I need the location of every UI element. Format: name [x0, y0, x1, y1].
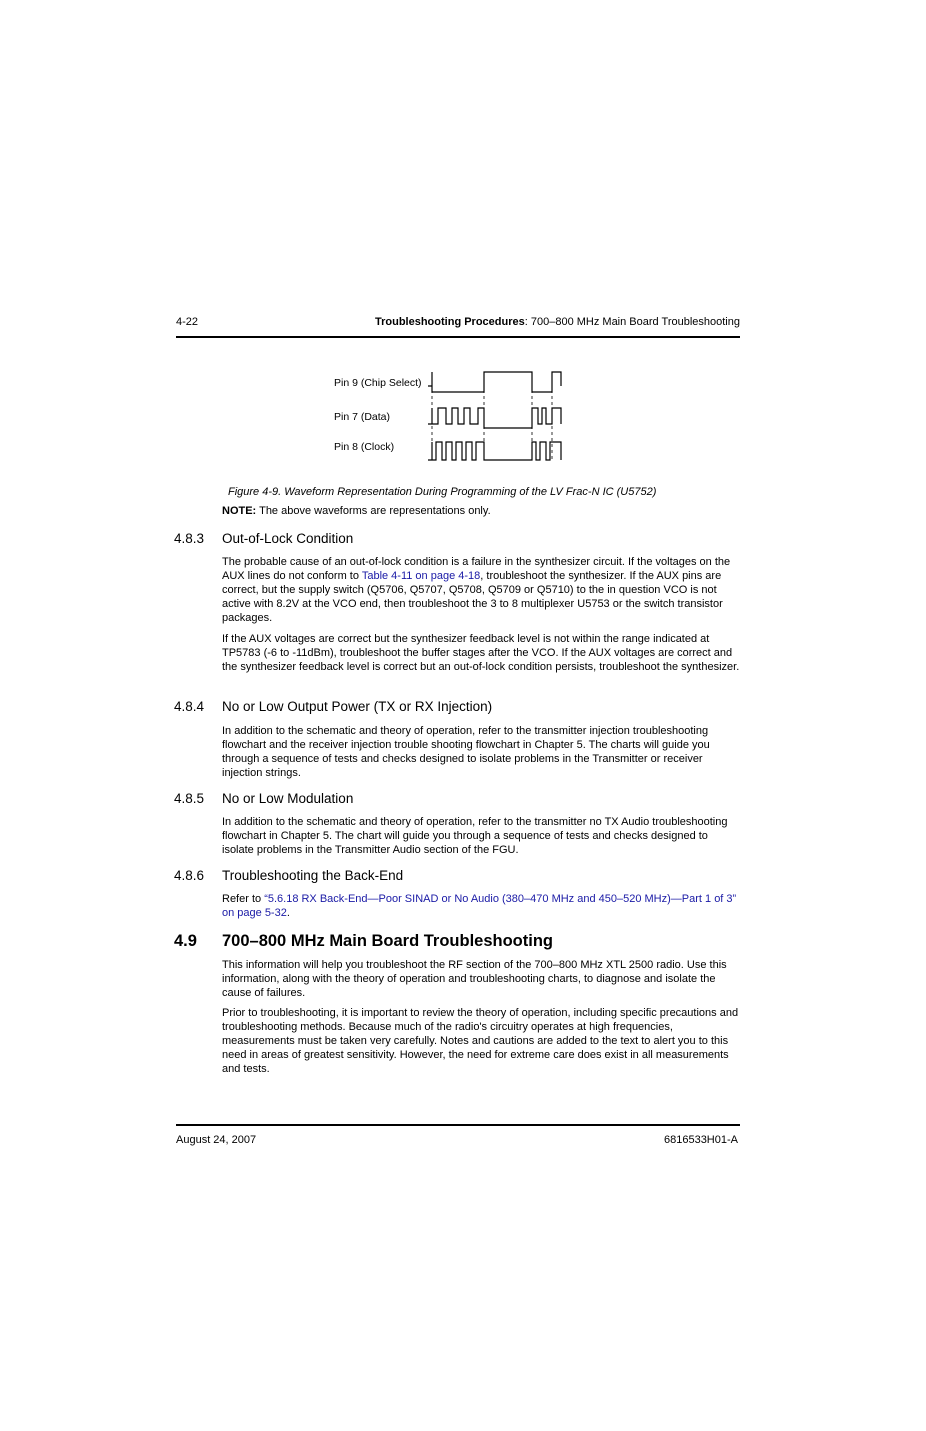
- chip-select-label: Pin 9 (Chip Select): [334, 377, 422, 389]
- note-label: NOTE:: [222, 505, 257, 517]
- figure-caption: Figure 4-9. Waveform Representation During Programming of the LV Frac-N IC (U5752): [228, 486, 657, 498]
- footer-doc-number: 6816533H01-A: [663, 1134, 738, 1146]
- section-number: 4.8.4: [174, 699, 205, 714]
- section-link[interactable]: “5.6.18 RX Back-End—Poor SINAD or No Audio (380–470 MHz and 450–520 MHz)—Part 1 of 3” on page 5-32: [222, 893, 737, 920]
- data-label: Pin 7 (Data): [334, 411, 391, 423]
- data-wave: [428, 408, 561, 428]
- clock-wave: [428, 442, 561, 460]
- page-footer: [176, 1124, 740, 1146]
- section-title: No or Low Output Power (TX or RX Injection): [222, 699, 493, 714]
- section-number: 4.8.6: [174, 868, 205, 883]
- section-title: Out-of-Lock Condition: [222, 531, 354, 546]
- section-number: 4.8.5: [174, 791, 205, 806]
- page-header: [176, 316, 740, 338]
- note: [222, 505, 491, 517]
- section-title: No or Low Modulation: [222, 791, 354, 806]
- chip-select-wave: [428, 372, 561, 392]
- paragraph: If the AUX voltages are correct but the synthesizer feedback level is not within the range indicated at TP5783 (-6 to -11dBm), troubleshoot the buffer stages after the VCO. If the AUX voltages are correct and the synthesizer feedback level is correct but an out-of-lock condition persists, troubleshoot the synthesizer.: [222, 633, 740, 674]
- table-link[interactable]: Table 4-11 on page 4-18: [361, 570, 481, 583]
- running-title: [375, 316, 740, 328]
- clock-label: Pin 8 (Clock): [334, 441, 395, 453]
- paragraph: This information will help you troubleshoot the RF section of the 700–800 MHz XTL 2500 radio. Use this information, along with the theory of operation and troubleshooting charts, to diagnose and isolate the cause of failures.: [222, 959, 727, 1000]
- note-text: The above waveforms are representations only.: [259, 505, 491, 517]
- section-number: 4.9: [174, 932, 197, 950]
- section-title: 700–800 MHz Main Board Troubleshooting: [222, 932, 553, 950]
- running-title-rest: : 700–800 MHz Main Board Troubleshooting: [524, 316, 740, 328]
- paragraph: In addition to the schematic and theory of operation, refer to the transmitter no TX Audio troubleshooting flowchart in Chapter 5. The chart will guide you through a sequence of tests and checks designed to isolate problems in the Transmitter Audio section of the FGU.: [222, 816, 728, 857]
- page-number: 4-22: [176, 316, 199, 328]
- paragraph: Refer to “5.6.18 RX Back-End—Poor SINAD or No Audio (380–470 MHz and 450–520 MHz)—Part 1 of 3” on page 5-32.: [222, 893, 737, 920]
- section-number: 4.8.3: [174, 531, 205, 546]
- waveform-diagram: [428, 368, 566, 464]
- footer-date: August 24, 2007: [176, 1134, 257, 1146]
- section-title: Troubleshooting the Back-End: [222, 868, 404, 883]
- paragraph: In addition to the schematic and theory of operation, refer to the transmitter injection troubleshooting flowchart and the receiver injection trouble shooting flowchart in Chapter 5. The charts will guide you through a sequence of tests and checks designed to isolate problems in the Transmitter or receiver injection strings.: [222, 725, 710, 780]
- paragraph: The probable cause of an out-of-lock condition is a failure in the synthesizer circuit. If the voltages on the AUX lines do not conform to Table 4-11 on page 4-18, troubleshoot the synthesizer. If the AUX pins are correct, but the supply switch (Q5706, Q5707, Q5708, Q5709 or Q5710) to the in question VCO is not active with 8.2V at the VCO end, then troubleshoot the 3 to 8 multiplexer U5753 or the switch transistor packages.: [222, 556, 731, 625]
- paragraph: Prior to troubleshooting, it is important to review the theory of operation, including specific precautions and troubleshooting methods. Because much of the radio's circuitry operates at high frequencies, measurements must be taken very carefully. Notes and cautions are added to the text to alert you to this need in areas of greatest sensitivity. However, the need for extreme care does exist in all measurements and tests.: [222, 1007, 739, 1076]
- running-title-bold: Troubleshooting Procedures: [375, 316, 525, 328]
- waveform-figure: [332, 366, 572, 466]
